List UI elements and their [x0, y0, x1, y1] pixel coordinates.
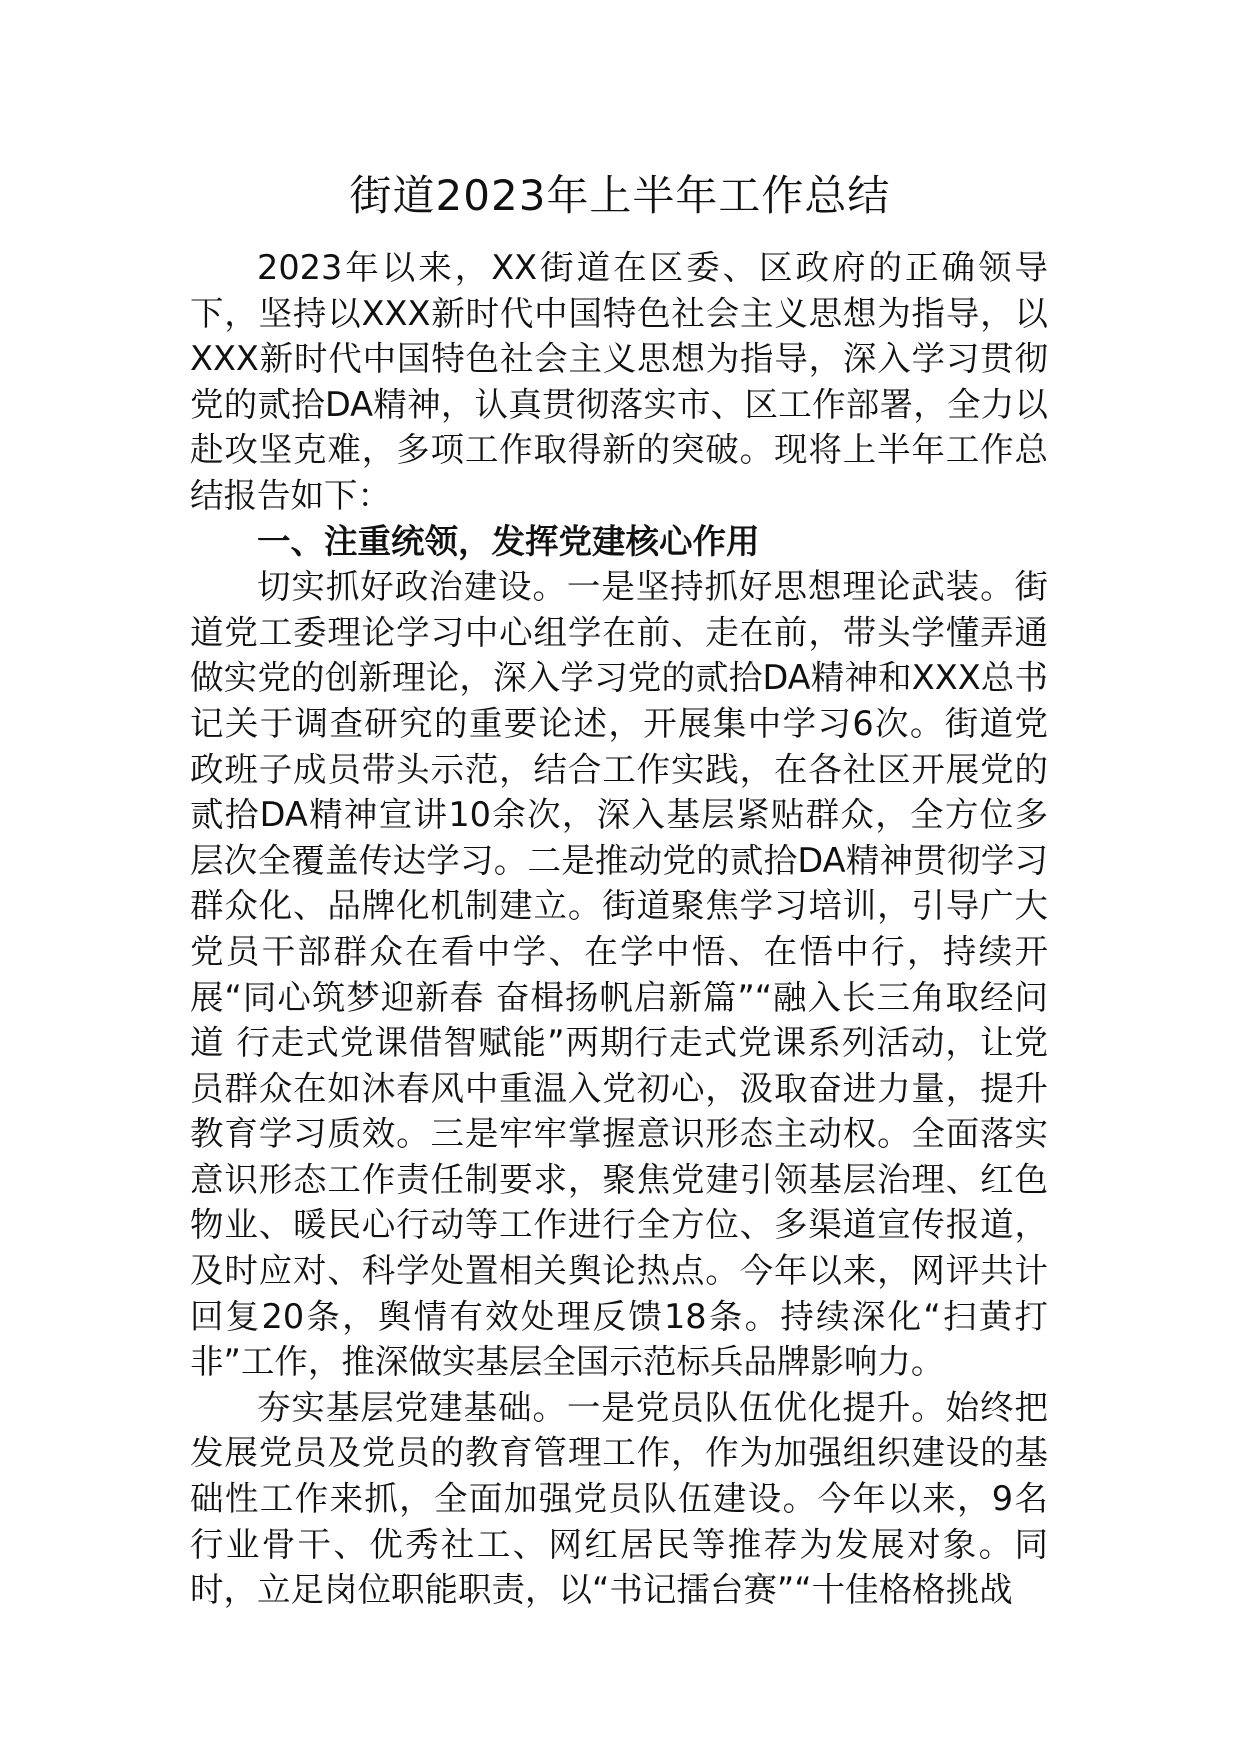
- document-body: [190, 245, 1048, 1613]
- intro-paragraph: 2023年以来，XX街道在区委、区政府的正确领导下，坚持以XXX新时代中国特色社会主义思想为指导，以XXX新时代中国特色社会主义思想为指导，深入学习贯彻党的贰拾DA精神，认真贯彻落实市、区工作部署，全力以赴攻坚克难，多项工作取得新的突破。现将上半年工作总结报告如下：: [190, 248, 1048, 515]
- body-paragraph: 夯实基层党建基础。一是党员队伍优化提升。始终把发展党员及党员的教育管理工作，作为加强组织建设的基础性工作来抓，全面加强党员队伍建设。今年以来，9名行业骨干、优秀社工、网红居民等推荐为发展对象。同时，立足岗位职能职责，以“书记擂台赛”“十佳格格挑战: [190, 1387, 1048, 1610]
- body-paragraph: 切实抓好政治建设。一是坚持抓好思想理论武装。街道党工委理论学习中心组学在前、走在前，带头学懂弄通做实党的创新理论，深入学习党的贰拾DA精神和XXX总书记关于调查研究的重要论述，开展集中学习6次。街道党政班子成员带头示范，结合工作实践，在各社区开展党的贰拾DA精神宣讲10余次，深入基层紧贴群众，全方位多层次全覆盖传达学习。二是推动党的贰拾DA精神贯彻学习群众化、品牌化机制建立。街道聚焦学习培训，引导广大党员干部群众在看中学、在学中悟、在悟中行，持续开展“同心筑梦迎新春 奋楫扬帆启新篇”“融入长三角取经问道 行走式党课借智赋能”两期行走式党课系列活动，让党员群众在如沐春风中重温入党初心，汲取奋进力量，提升教育学习质效。三是牢牢掌握意识形态主动权。全面落实意识形态工作责任制要求，聚焦党建引领基层治理、红色物业、暖民心行动等工作进行全方位、多渠道宣传报道，及时应对、科学处置相关舆论热点。今年以来，网评共计回复20条，舆情有效处理反馈18条。持续深化“扫黄打非”工作，推深做实基层全国示范标兵品牌影响力。: [190, 567, 1048, 1382]
- section-heading: 一、注重统领，发挥党建核心作用: [257, 521, 760, 561]
- document-title: 街道2023年上半年工作总结: [349, 171, 891, 220]
